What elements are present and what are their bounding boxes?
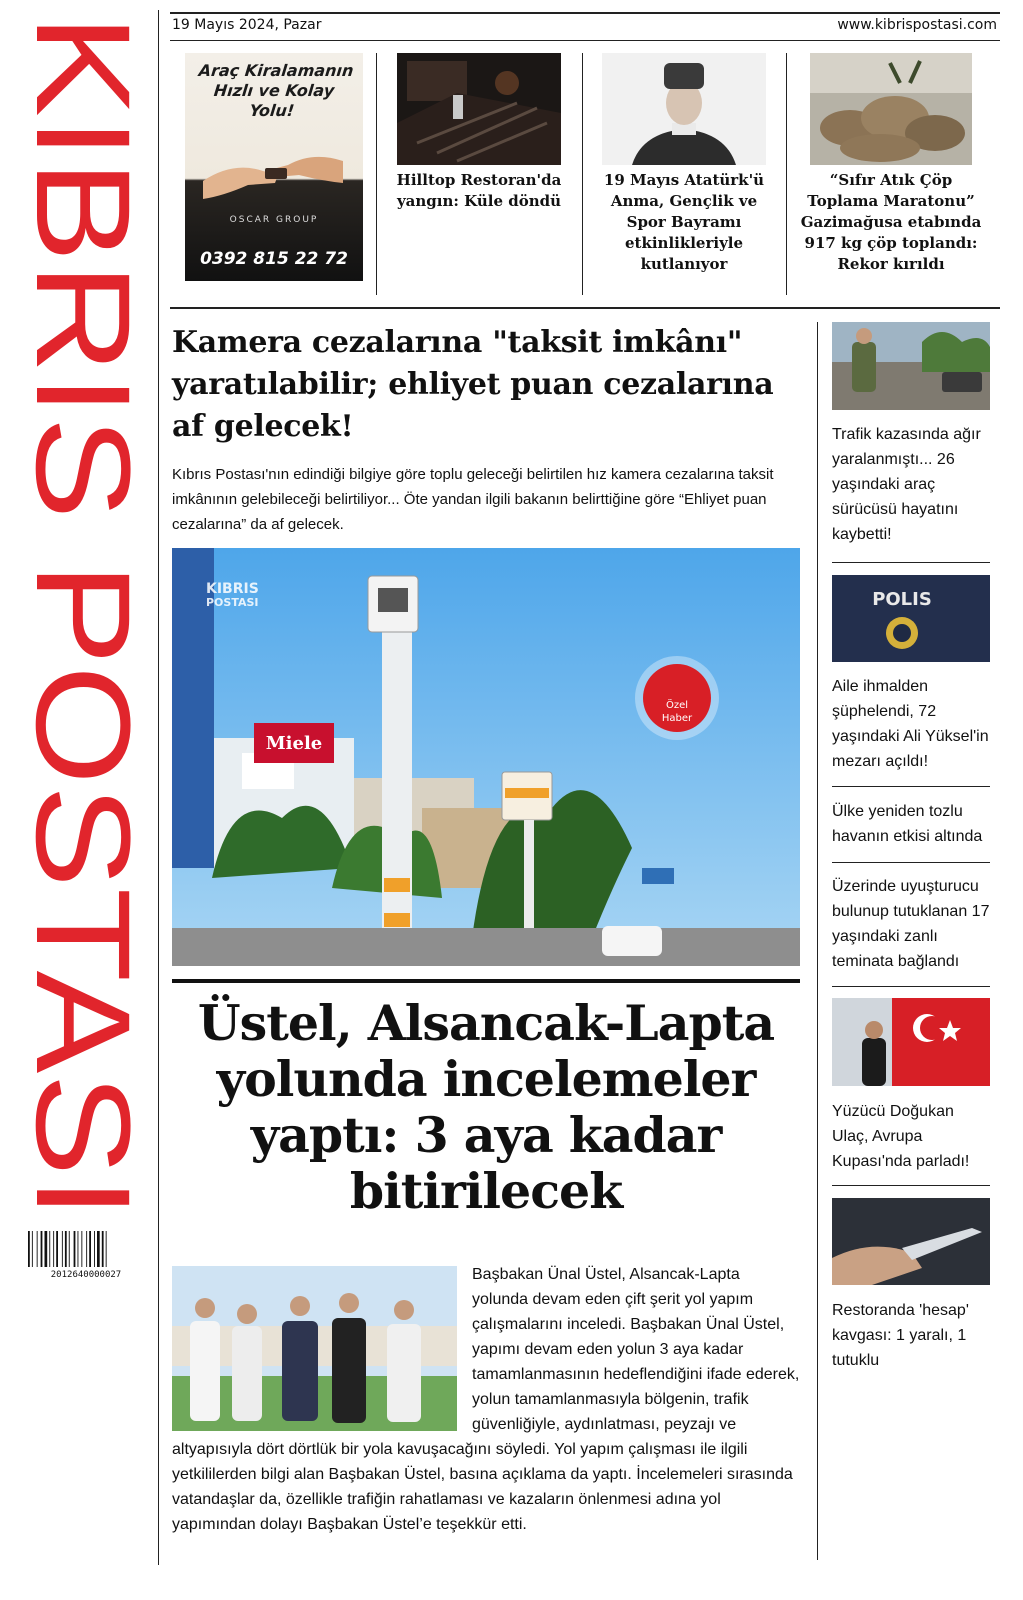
sidebar-story-title[interactable]: Yüzücü Doğukan Ulaç, Avrupa Kupası'nda parladı! bbox=[832, 1103, 970, 1170]
barcode-bar bbox=[41, 1231, 43, 1267]
ad-hands-image bbox=[203, 141, 343, 203]
issue-date: 19 Mayıs 2024, Pazar bbox=[172, 17, 322, 33]
barcode-bar bbox=[86, 1231, 87, 1267]
lead-photo[interactable] bbox=[172, 548, 800, 966]
sidebar-divider bbox=[817, 322, 818, 1560]
barcode-bar bbox=[74, 1231, 76, 1267]
barcode-bar bbox=[89, 1231, 91, 1267]
masthead bbox=[8, 10, 157, 1225]
ad-title bbox=[182, 61, 366, 121]
sidebar-story-title[interactable]: Ülke yeniden tozlu havanın etkisi altında bbox=[832, 803, 983, 845]
sidebar-story-title[interactable]: Üzerinde uyuşturucu bulunup tutuklanan 17 yaşındaki zanlı teminata bağlandı bbox=[832, 878, 990, 970]
sidebar-rule bbox=[832, 786, 990, 787]
photo-badge-line1: Özel bbox=[665, 700, 689, 711]
barcode-bar bbox=[56, 1231, 58, 1267]
sidebar-story-title[interactable]: Restoranda 'hesap' kavgası: 1 yaralı, 1 tutuklu bbox=[832, 1302, 969, 1369]
date-rule bbox=[170, 40, 1000, 41]
top-story-title[interactable]: 19 Mayıs Atatürk'ü Anma, Gençlik ve Spor Bayramı etkinlikleriyle kutlanıyor bbox=[603, 171, 765, 273]
barcode-bar bbox=[32, 1231, 33, 1267]
barcode-bar bbox=[49, 1231, 50, 1267]
story-thumbnail-ataturk[interactable] bbox=[602, 53, 766, 165]
barcode-bar bbox=[78, 1231, 79, 1267]
sidebar-rule bbox=[832, 862, 990, 863]
second-body-wrapper bbox=[172, 1262, 800, 1537]
barcode-bar bbox=[94, 1231, 95, 1267]
barcode-bar bbox=[45, 1231, 48, 1267]
sidebar-rule bbox=[832, 1185, 990, 1186]
ad-logo: OSCAR GROUP bbox=[229, 215, 319, 225]
sidebar-thumb-swimmer[interactable] bbox=[832, 998, 990, 1086]
sidebar-thumb-accident[interactable] bbox=[832, 322, 990, 410]
website-link[interactable]: www.kibrispostasi.com bbox=[837, 17, 997, 33]
section-rule bbox=[172, 979, 800, 983]
second-body: Başbakan Ünal Üstel, Alsancak-Lapta yolunda devam eden çift şerit yol yapım çalışmalarını inceledi. Başbakan Ünal Üstel, yapımı devam eden yolun 3 aya kadar tamamlanmasının hedeflendiğini ifade ederek, yolun tamamlanmasıyla bölgenin, trafik güvenliğiyle, aydınlatması, peyzajı ve altyapısıyla dört dörtlük bir yola kavuşacağını söyledi. Yol yapım çalışması ile ilgili yetkililerden bilgi alan Başbakan Üstel, basına açıklama da yaptı. İncelemeleri sırasında vatandaşlar da, özellikle trafiğin rahatlaması ve kazaların önlenmesi adına yol yapımından dolayı Başbakan Üstel’e teşekkür etti. bbox=[172, 1266, 800, 1533]
ad-title-line: Yolu! bbox=[248, 101, 296, 120]
sidebar-thumb-police[interactable] bbox=[832, 575, 990, 662]
story-thumbnail-fire[interactable] bbox=[397, 53, 561, 165]
masthead-title: KIBRIS POSTASI bbox=[8, 14, 157, 1062]
barcode-bar bbox=[106, 1231, 107, 1267]
col-divider-1 bbox=[376, 53, 377, 295]
sidebar-thumb-knife[interactable] bbox=[832, 1198, 990, 1285]
barcode-number: 2012640000027 bbox=[50, 1270, 122, 1280]
photo-sign-text: Miele bbox=[265, 733, 323, 754]
police-vest-text: POLIS bbox=[872, 589, 932, 610]
top-story-title[interactable]: “Sıfır Atık Çöp Toplama Maratonu” Gazimağusa etabında 917 kg çöp toplandı: Rekor kırıldı bbox=[800, 171, 982, 273]
ad-title-line: Hızlı ve Kolay bbox=[212, 81, 336, 100]
sidebar-rule bbox=[832, 986, 990, 987]
photo-watermark-line1: KIBRIS bbox=[206, 581, 259, 597]
second-headline[interactable]: Üstel, Alsancak-Lapta yolunda incelemeler yaptı: 3 aya kadar bitirilecek bbox=[197, 994, 775, 1220]
barcode-bar bbox=[53, 1231, 54, 1267]
sidebar-story-title[interactable]: Trafik kazasında ağır yaralanmıştı... 26 yaşındaki araç sürücüsü hayatını kaybetti! bbox=[832, 426, 981, 543]
lead-headline[interactable]: Kamera cezalarına "taksit imkânı" yaratılabilir; ehliyet puan cezalarına af gelecek! bbox=[172, 325, 774, 444]
barcode-bar bbox=[65, 1231, 67, 1267]
barcode-bar bbox=[69, 1231, 70, 1267]
top-rule bbox=[170, 12, 1000, 14]
ad-phone[interactable]: 0392 815 22 72 bbox=[200, 249, 348, 269]
barcode-bar bbox=[97, 1231, 100, 1267]
sidebar-rule bbox=[832, 562, 990, 563]
photo-watermark-line2: POSTASI bbox=[206, 596, 259, 609]
barcode-bar bbox=[62, 1231, 63, 1267]
masthead-divider bbox=[158, 10, 159, 1565]
barcode-bar bbox=[37, 1231, 38, 1267]
barcode-bar bbox=[102, 1231, 104, 1267]
ad-title-line: Araç Kiralamanın bbox=[197, 61, 355, 80]
barcode-bar bbox=[81, 1231, 82, 1267]
barcode-bar bbox=[28, 1231, 30, 1267]
ad-banner[interactable] bbox=[185, 53, 363, 281]
story-thumbnail-garbage[interactable] bbox=[810, 53, 972, 165]
col-divider-2 bbox=[582, 53, 583, 295]
barcode bbox=[24, 1231, 148, 1279]
topstories-rule bbox=[170, 307, 1000, 309]
lead-summary: Kıbrıs Postası'nın edindiği bilgiye göre toplu geleceği belirtilen hız kamera cezalarına taksit imkânının gelebileceği belirtiliyor... Öte yandan ilgili bakanın belirttiğine göre “Ehliyet puan cezalarına” da af gelecek. bbox=[172, 466, 774, 533]
col-divider-3 bbox=[786, 53, 787, 295]
top-story-title[interactable]: Hilltop Restoran'da yangın: Küle döndü bbox=[396, 171, 562, 210]
sidebar-story-title[interactable]: Aile ihmalden şüphelendi, 72 yaşındaki Ali Yüksel'in mezarı açıldı! bbox=[832, 678, 989, 770]
photo-badge-line2: Haber bbox=[661, 713, 693, 724]
body-float-spacer bbox=[172, 1262, 472, 1430]
